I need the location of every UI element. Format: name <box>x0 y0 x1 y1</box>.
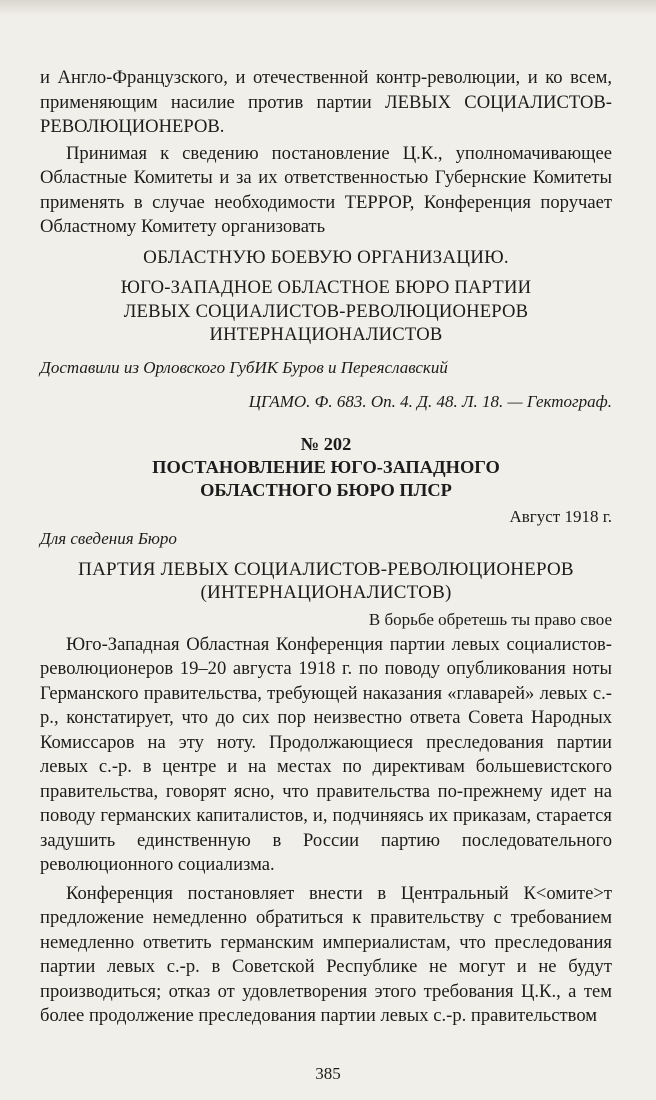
bureau-line-3: ИНТЕРНАЦИОНАЛИСТОВ <box>209 324 443 345</box>
document-date: Август 1918 г. <box>509 506 612 526</box>
bureau-line-2: ЛЕВЫХ СОЦИАЛИСТОВ-РЕВОЛЮЦИОНЕРОВ <box>123 300 529 322</box>
document-header <box>40 433 612 502</box>
paragraph-2: Принимая к сведению постановление Ц.К., уполномачивающее Областные Комитеты и за их ответственностью Губернские Комитеты применять в случае необходимости ТЕРРОР, Конференция поручает Областному Комитету организовать <box>40 142 612 237</box>
party-line-1: ПАРТИЯ ЛЕВЫХ СОЦИАЛИСТОВ-РЕВОЛЮЦИОНЕРОВ <box>78 558 574 580</box>
page-fold-shadow <box>0 0 656 16</box>
archive-source: ЦГАМО. Ф. 683. Оп. 4. Д. 48. Л. 18. — Гектограф. <box>248 391 612 411</box>
paragraph-3: Юго-Западная Областная Конференция партии левых социалистов-революционеров 19–20 августа 1918 г. по поводу опубликования ноты Германского правительства, требующей наказания «главарей» левых с.-р., констатирует, что до сих пор неизвестно ответа Совета Народных Комиссаров на эту ноту. Продолжающиеся преследования партии левых с.-р. в центре и на местах по директивам большевистского правительства, говорят ясно, что правительства по-прежнему идет на поводу германских капиталистов, и, подчиняясь их приказам, старается задушить единственную в России партию последовательного революционного социализма. <box>40 633 612 875</box>
document-title-line-1: ПОСТАНОВЛЕНИЕ ЮГО-ЗАПАДНОГО <box>152 456 500 477</box>
bureau-line-1: ЮГО-ЗАПАДНОЕ ОБЛАСТНОЕ БЮРО ПАРТИИ <box>120 277 532 298</box>
bureau-signature <box>40 276 612 347</box>
delivered-note: Доставили из Орловского ГубИК Буров и Переяславский <box>40 357 448 377</box>
paragraph-1: и Англо-Французского, и отечественной контр-революции, и ко всем, применяющим насилие против партии ЛЕВЫХ СОЦИАЛИСТОВ-РЕВОЛЮЦИОНЕРОВ. <box>40 67 612 137</box>
party-motto: В борьбе обретешь ты право свое <box>368 609 612 629</box>
document-number: № 202 <box>300 433 352 454</box>
paragraph-4: Конференция постановляет внести в Центральный К<омите>т предложение немедленно обратиться к правительству с требованием немедленно ответить германским империалистам, что преследования партии левых с.-р. в Советской Республике не могут и не будут производиться; отказ от удовлетворения этого требования Ц.К., а тем более продолжение преследования партии левых с.-р. правительством <box>40 882 612 1026</box>
for-information-note: Для сведения Бюро <box>40 528 177 548</box>
page-number: 385 <box>315 1064 341 1083</box>
party-line-2: (ИНТЕРНАЦИОНАЛИСТОВ) <box>200 582 452 603</box>
combat-organization-heading: ОБЛАСТНУЮ БОЕВУЮ ОРГАНИЗАЦИЮ. <box>143 246 509 268</box>
document-title-line-2: ОБЛАСТНОГО БЮРО ПЛСР <box>200 479 452 500</box>
party-heading <box>40 558 612 605</box>
